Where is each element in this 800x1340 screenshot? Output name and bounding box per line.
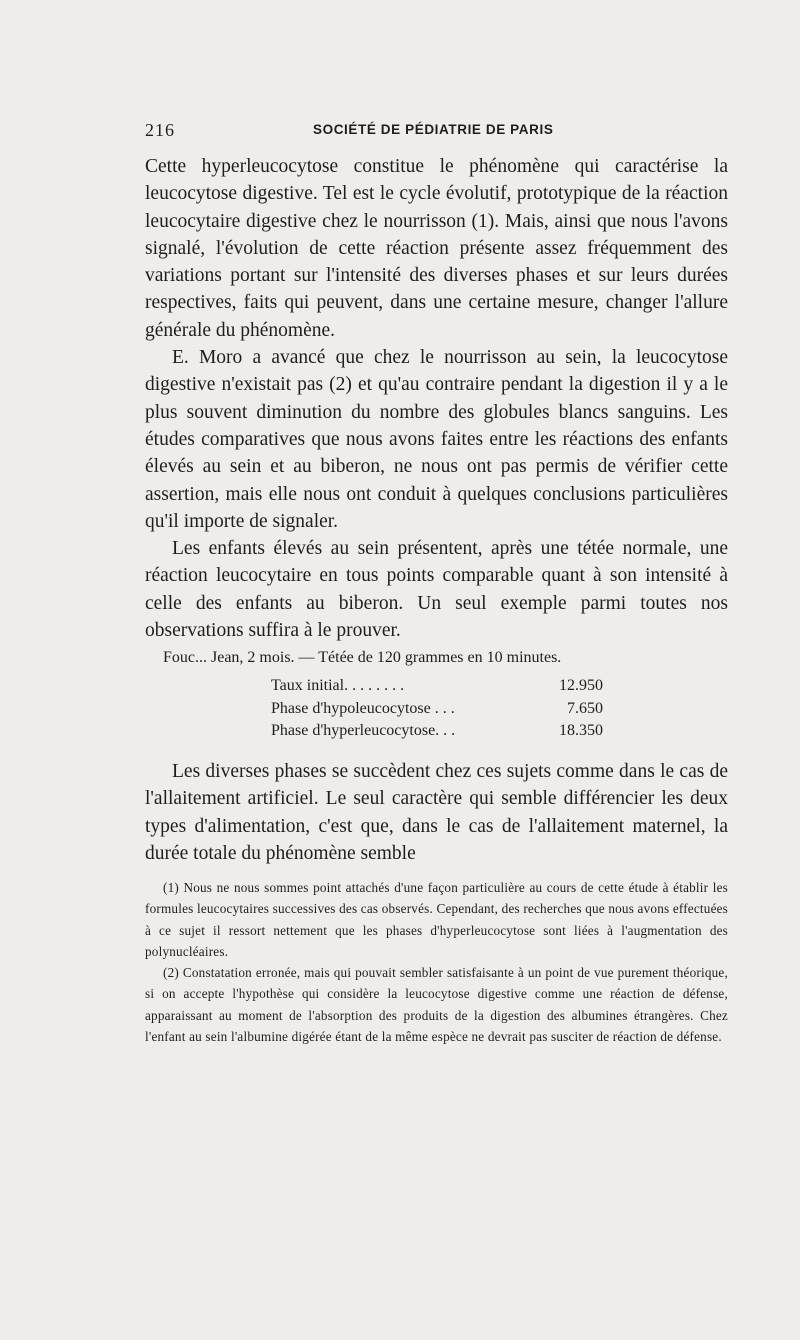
running-title: SOCIÉTÉ DE PÉDIATRIE DE PARIS [313,122,554,137]
paragraph-4: Les diverses phases se succèdent chez ces sujets comme dans le cas de l'allaitement artificiel. Le seul caractère qui semble différencier les deux types d'alimentation, c'est que, dans le cas de l'allaitement maternel, la durée totale du phénomène semble [145,761,728,864]
closing-text [145,758,728,867]
page-number: 216 [145,120,175,140]
row-label: Taux initial. . . . . . . . [271,677,405,694]
observation-block [145,647,705,743]
row-value: 7.650 [567,699,603,717]
table-row [271,675,603,698]
row-value: 18.350 [559,722,603,739]
footnote-1: (1) Nous ne nous sommes point attachés d'une façon particulière au cours de cette étude à établir les formules leucocytaires successives des cas observés. Cependant, des recherches que nous avons effectuées à ce sujet il ressort nettement que les phases d'hyperleucocytose sont liées à l'augmentation des polynucléaires. [145,880,729,959]
row-label: Phase d'hypoleucocytose . . . [271,699,455,717]
row-value: 12.950 [559,677,603,694]
row-label: Phase d'hyperleucocytose. . . [271,722,456,739]
paragraph-1: Cette hyperleucocytose constitue le phénomène qui caractérise la leucocytose digestive. Tel est le cycle évolutif, prototypique de la réaction leucocytaire digestive chez le nourrisson (1). Mais, ainsi que nous l'avons signalé, l'évolution de cette réaction présente assez fréquemment des variations portant sur l'intensité des diverses phases et sur leurs durées respectives, faits qui peuvent, dans une certaine mesure, changer l'allure générale du phénomène. [145,156,728,341]
footnotes [145,877,728,1047]
paragraph-3: Les enfants élevés au sein présentent, après une tétée normale, une réaction leucocytaire en tous points comparable quant à son intensité à celle des enfants au biberon. Un seul exemple parmi toutes nos observations suffira à le prouver. [145,538,728,642]
observation-heading: Fouc... Jean, 2 mois. — Tétée de 120 grammes en 10 minutes. [163,649,562,666]
paragraph-2: E. Moro a avancé que chez le nourrisson au sein, la leucocytose digestive n'existait pas (2) et qu'au contraire pendant la digestion il y a le plus souvent diminution du nombre des globules blancs sanguins. Les études comparatives que nous avons faites entre les réactions des enfants élevés au sein et au biberon, ne nous ont pas permis de vérifier cette assertion, mais elle nous ont conduit à quelques conclusions particulières qu'il importe de signaler. [145,347,728,532]
main-text [145,153,728,644]
leucocyte-table [271,675,603,743]
table-row [271,698,603,721]
page-header [145,120,615,142]
footnote-2: (2) Constatation erronée, mais qui pouvait sembler satisfaisante à un point de vue purement théorique, si on accepte l'hypothèse qui considère la leucocytose digestive comme une réaction de défense, apparaissant au moment de l'absorption des produits de la digestion des albumines étrangères. Chez l'enfant au sein l'albumine digérée étant de la même espèce ne devrait pas susciter de réaction de défense. [145,965,728,1045]
table-row [271,720,603,743]
